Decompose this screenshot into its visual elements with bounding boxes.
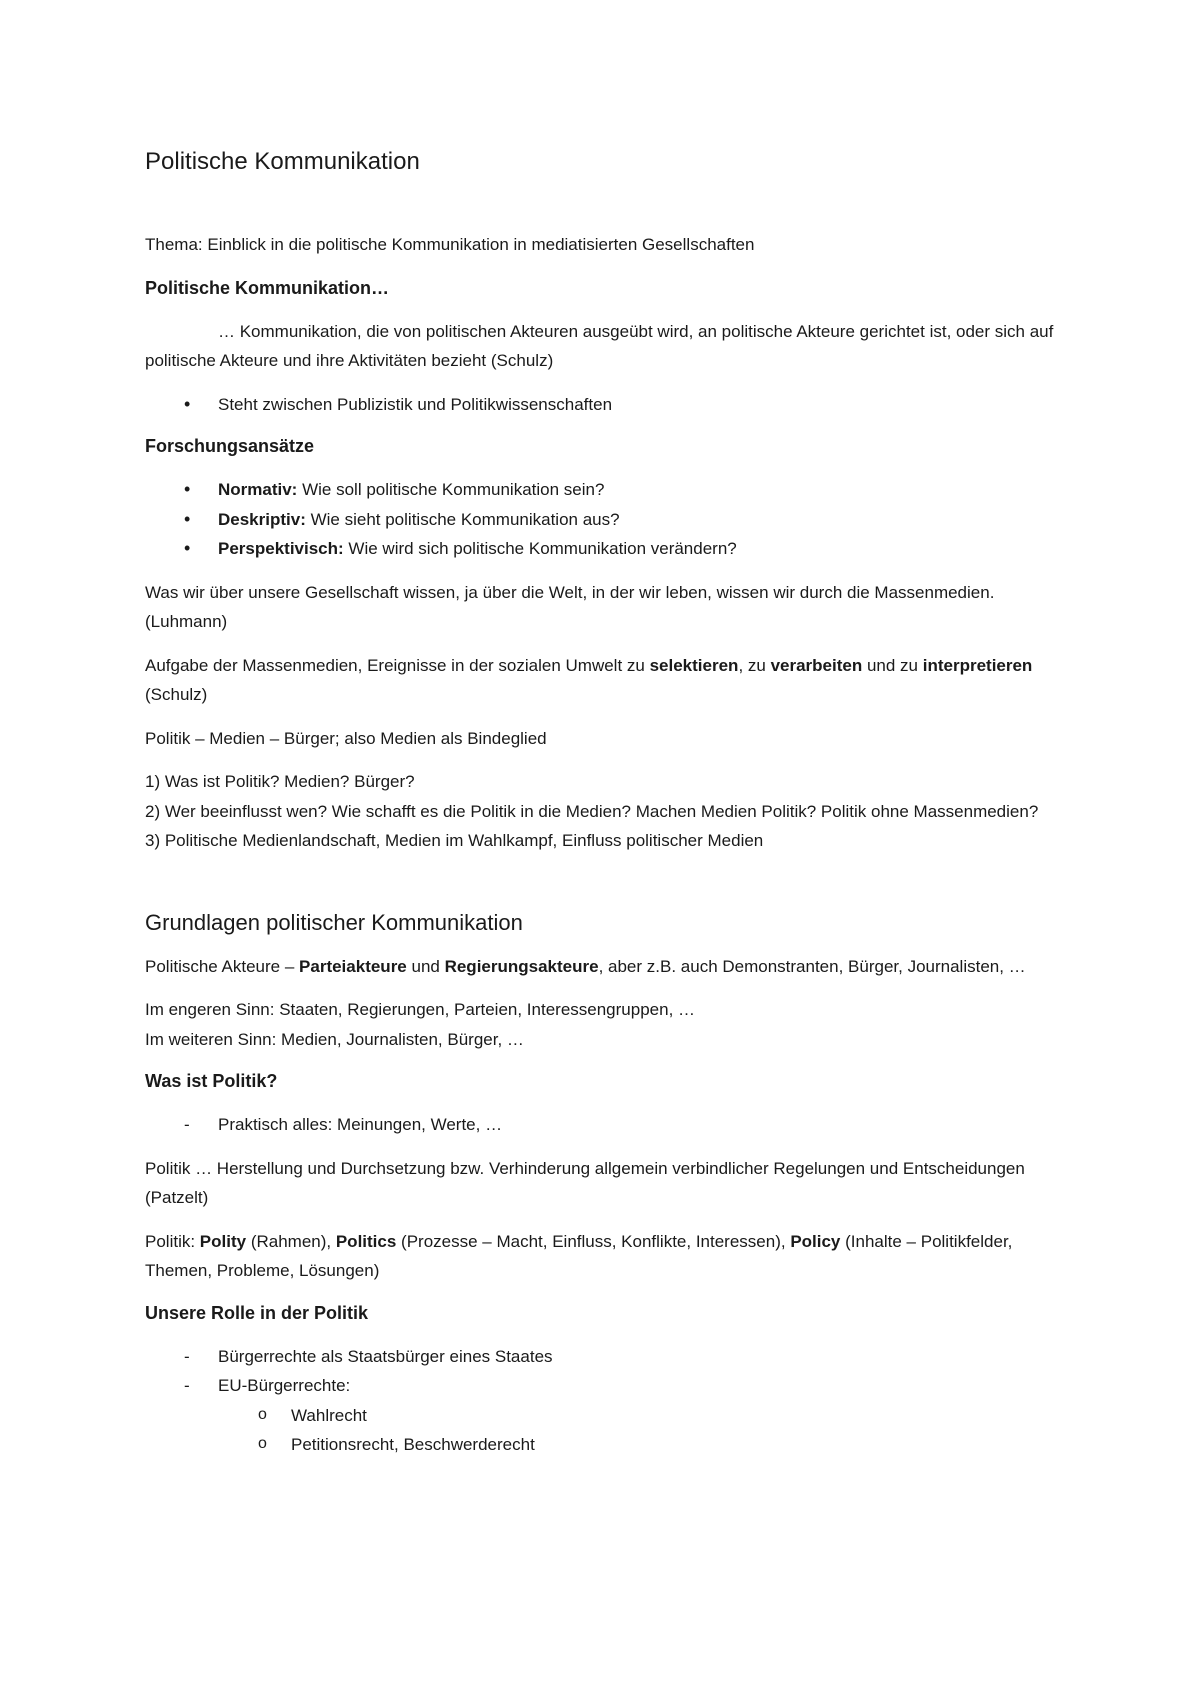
dash-list: [145, 1110, 1065, 1140]
thema-line: Thema: Einblick in die politische Kommunikation in mediatisierten Gesellschaften: [145, 235, 755, 254]
dimensionen-paragraph: Politik: Polity (Rahmen), Politics (Prozesse – Macht, Einfluss, Konflikte, Interessen), Policy (Inhalte – Politikfelder, Themen, Probleme, Lösungen): [145, 1231, 1013, 1280]
bullet-list: [145, 390, 1065, 420]
patzelt-paragraph: Politik … Herstellung und Durchsetzung bzw. Verhinderung allgemein verbindlicher Regelungen und Entscheidungen (Patzelt): [145, 1158, 1025, 1207]
list-item: • Normativ: Wie soll politische Kommunikation sein?: [145, 475, 1065, 505]
frage-2: 2) Wer beeinflusst wen? Wie schafft es die Politik in die Medien? Machen Medien Politik? Politik ohne Massenmedien?: [145, 801, 1039, 821]
frage-3: 3) Politische Medienlandschaft, Medien im Wahlkampf, Einfluss politischer Medien: [145, 831, 764, 850]
akteure-paragraph: Politische Akteure – Parteiakteure und Regierungsakteure, aber z.B. auch Demonstranten, Bürger, Journalisten, …: [145, 956, 1026, 976]
heading-forschungsansaetze: Forschungsansätze: [145, 436, 315, 456]
rolle-list: [145, 1342, 1065, 1401]
frage-1: 1) Was ist Politik? Medien? Bürger?: [145, 772, 415, 791]
heading-was-ist-politik: Was ist Politik?: [145, 1071, 278, 1091]
list-item: • Perspektivisch: Wie wird sich politische Kommunikation verändern?: [145, 534, 1065, 564]
list-item: - EU-Bürgerrechte:: [145, 1371, 1065, 1401]
list-item: • Deskriptiv: Wie sieht politische Kommunikation aus?: [145, 505, 1065, 535]
document-title: Politische Kommunikation: [145, 148, 420, 175]
list-item: o Wahlrecht: [145, 1401, 1065, 1431]
list-item: • Steht zwischen Publizistik und Politikwissenschaften: [145, 390, 1065, 420]
ansaetze-list: [145, 475, 1065, 564]
heading-grundlagen: Grundlagen politischer Kommunikation: [145, 909, 523, 935]
sinn-weiteren: Im weiteren Sinn: Medien, Journalisten, Bürger, …: [145, 1029, 524, 1049]
list-item: - Bürgerrechte als Staatsbürger eines Staates: [145, 1342, 1065, 1372]
definition-paragraph: … Kommunikation, die von politischen Akteuren ausgeübt wird, an politische Akteure gerichtet ist, oder sich auf politische Akteure und ihre Aktivitäten bezieht (Schulz): [145, 321, 1054, 370]
luhmann-paragraph: Was wir über unsere Gesellschaft wissen, ja über die Welt, in der wir leben, wissen wir durch die Massenmedien. (Luhmann): [145, 582, 995, 631]
eu-rechte-list: [145, 1401, 1065, 1460]
sinn-engeren: Im engeren Sinn: Staaten, Regierungen, Parteien, Interessengruppen, …: [145, 1000, 696, 1019]
document-body: [145, 146, 1065, 1460]
list-item: o Petitionsrecht, Beschwerderecht: [145, 1430, 1065, 1460]
term: Normativ:: [218, 480, 298, 499]
aufgabe-paragraph: Aufgabe der Massenmedien, Ereignisse in der sozialen Umwelt zu selektieren, zu verarbeiten und zu interpretieren (Schulz): [145, 655, 1033, 704]
list-item: - Praktisch alles: Meinungen, Werte, …: [145, 1110, 1065, 1140]
heading-unsere-rolle: Unsere Rolle in der Politik: [145, 1302, 369, 1323]
term: Deskriptiv:: [218, 509, 306, 529]
heading-politische-kommunikation: Politische Kommunikation…: [145, 277, 390, 298]
term: Perspektivisch:: [218, 539, 344, 558]
bindeglied-paragraph: Politik – Medien – Bürger; also Medien als Bindeglied: [145, 728, 547, 748]
